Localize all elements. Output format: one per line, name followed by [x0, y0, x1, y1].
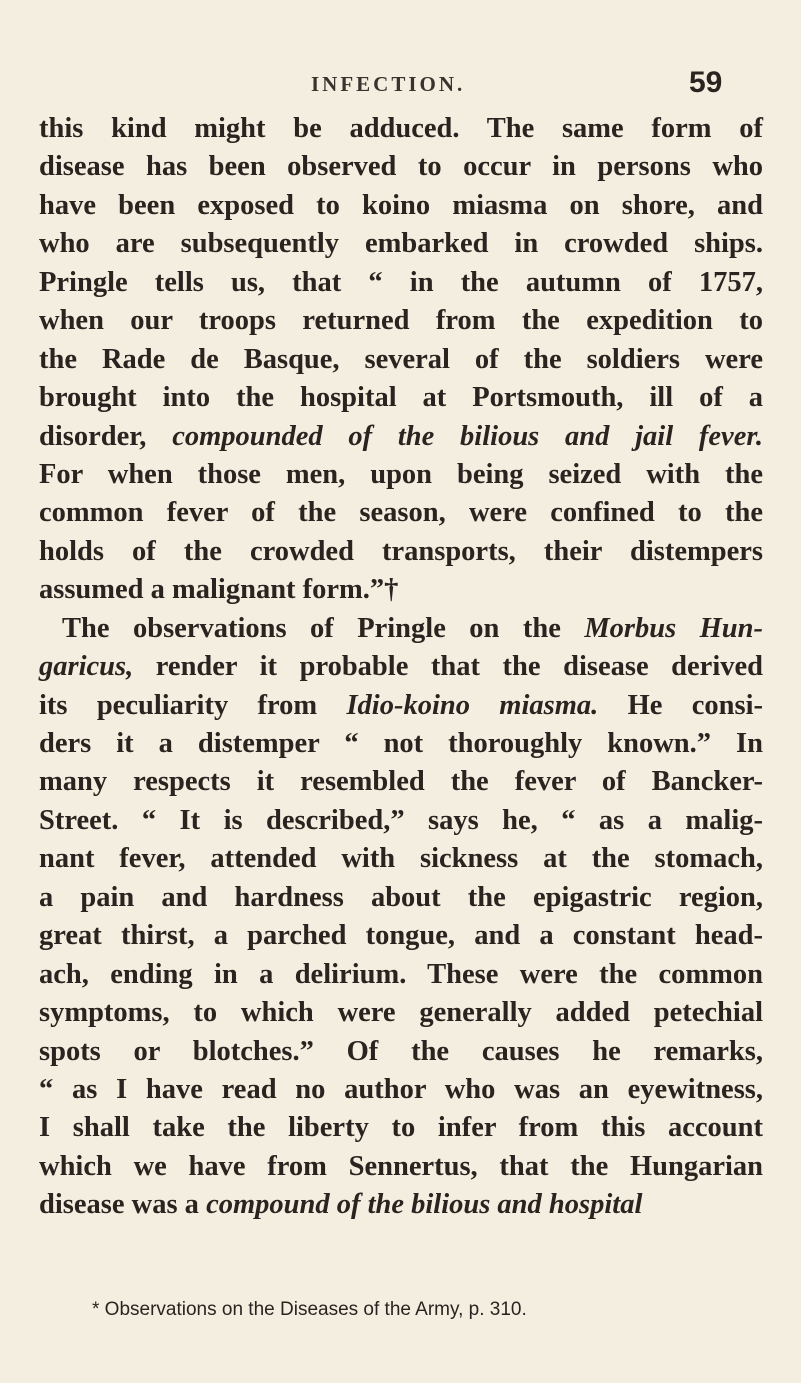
text-run: The observations of Pringle on the	[62, 612, 585, 644]
text-run: render it probable that the disease derived	[133, 651, 763, 683]
text-run: “ as I have read no author who was an eyewitness,	[39, 1073, 763, 1105]
text-line	[39, 956, 763, 994]
italic-phrase: Idio-koino miasma.	[346, 689, 599, 721]
text-line	[39, 725, 763, 763]
italic-phrase: Morbus Hun-	[584, 612, 764, 644]
text-run: disease has been observed to occur in persons who	[39, 151, 763, 183]
text-line	[39, 533, 763, 571]
text-run: common fever of the season, were confined to the	[39, 497, 763, 529]
text-run: disorder,	[39, 420, 173, 452]
text-line	[39, 917, 763, 955]
text-line	[39, 379, 763, 417]
text-run: ach, ending in a delirium. These were the common	[39, 958, 763, 990]
text-run: spots or blotches.” Of the causes he remarks,	[39, 1035, 763, 1067]
text-line	[39, 840, 763, 878]
text-run: nant fever, attended with sickness at the stomach,	[39, 843, 763, 875]
text-run: this kind might be adduced. The same form of	[39, 113, 763, 144]
text-line	[39, 994, 763, 1032]
text-line	[39, 1186, 763, 1224]
italic-phrase: compounded of the bilious and jail fever.	[172, 420, 763, 452]
text-line	[39, 763, 763, 801]
running-title: INFECTION.	[311, 72, 466, 96]
text-run: a pain and hardness about the epigastric region,	[39, 881, 763, 913]
text-run: For when those men, upon being seized with the	[39, 458, 763, 490]
text-line	[39, 494, 763, 532]
text-run: great thirst, a parched tongue, and a constant head-	[39, 920, 763, 952]
text-line	[39, 1148, 763, 1186]
page-number: 59	[689, 66, 723, 99]
text-run: its peculiarity from	[39, 689, 347, 721]
text-run: many respects it resembled the fever of Bancker-	[39, 766, 763, 798]
body-text	[39, 110, 763, 1225]
running-head	[0, 66, 801, 106]
text-run: which we have from Sennertus, that the Hungarian	[39, 1150, 763, 1182]
text-line	[39, 418, 763, 456]
text-line	[39, 1109, 763, 1147]
text-line	[39, 302, 763, 340]
text-run: He consi-	[598, 689, 763, 721]
footnote: * Observations on the Diseases of the Army, p. 310.	[92, 1299, 527, 1320]
text-run: disease was a	[39, 1189, 207, 1221]
text-line	[39, 687, 763, 725]
text-line	[39, 456, 763, 494]
text-run: brought into the hospital at Portsmouth, ill of a	[39, 382, 763, 414]
text-run: the Rade de Basque, several of the soldiers were	[39, 343, 763, 375]
text-line	[39, 571, 763, 609]
text-run: Street. “ It is described,” says he, “ as a malig-	[39, 804, 763, 836]
text-run: I shall take the liberty to infer from this account	[39, 1112, 763, 1144]
italic-phrase: compound of the bilious and hospital	[206, 1189, 643, 1221]
text-run: symptoms, to which were generally added petechial	[39, 997, 763, 1029]
text-run: when our troops returned from the expedition to	[39, 305, 763, 337]
text-run: ders it a distemper “ not thoroughly known.” In	[39, 728, 763, 759]
text-line	[39, 187, 763, 225]
text-run: who are subsequently embarked in crowded ships.	[39, 228, 763, 260]
text-run: holds of the crowded transports, their distempers	[39, 535, 763, 567]
text-line	[39, 1071, 763, 1109]
text-line	[39, 341, 763, 379]
text-line	[39, 110, 763, 148]
text-line	[39, 1033, 763, 1071]
text-line	[39, 648, 763, 686]
text-run: Pringle tells us, that “ in the autumn of 1757,	[39, 266, 763, 298]
text-line	[39, 225, 763, 263]
text-run: have been exposed to koino miasma on shore, and	[39, 189, 763, 221]
text-line	[39, 148, 763, 186]
text-line	[39, 610, 763, 648]
text-line	[39, 879, 763, 917]
italic-phrase: garicus,	[39, 651, 134, 683]
text-line	[39, 264, 763, 302]
text-line	[39, 802, 763, 840]
text-run: assumed a malignant form.”†	[39, 574, 399, 606]
